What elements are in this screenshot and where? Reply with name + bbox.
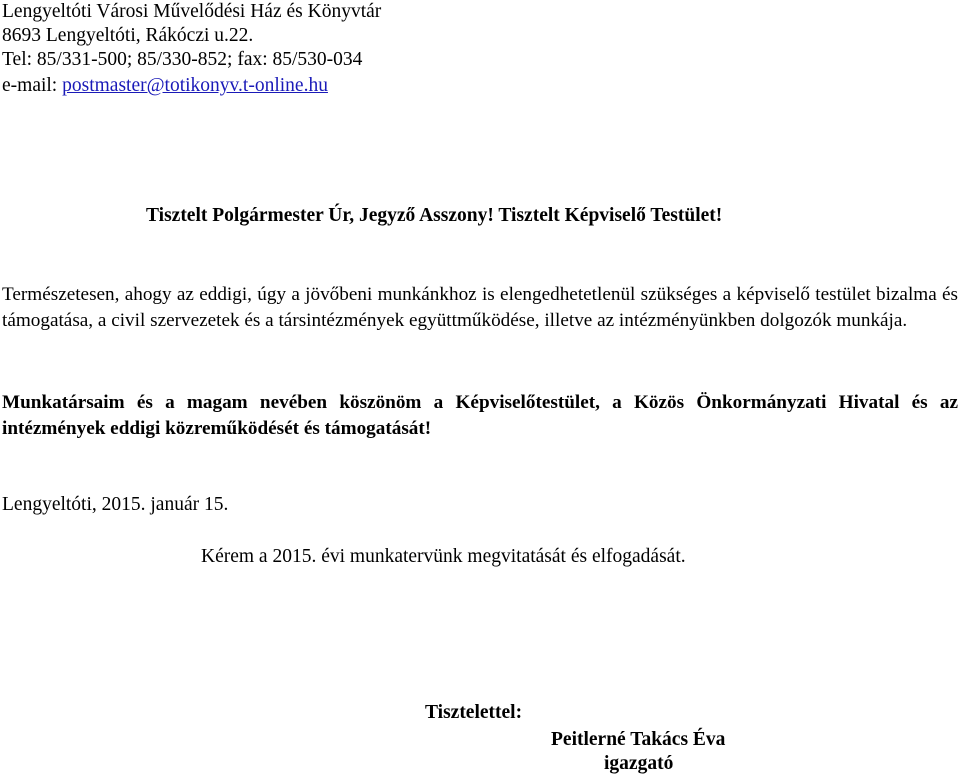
sender-name: Lengyeltóti Városi Művelődési Ház és Könyvtár [2, 1, 382, 22]
sender-phone: Tel: 85/331-500; 85/330-852; fax: 85/530-034 [2, 49, 363, 70]
closing: Tisztelettel: [425, 702, 523, 723]
sender-email-line [2, 74, 328, 98]
signer-name: Peitlerné Takács Éva [551, 729, 726, 750]
place-date: Lengyeltóti, 2015. január 15. [2, 494, 229, 515]
paragraph-1: Természetesen, ahogy az eddigi, úgy a jövőbeni munkánkhoz is elengedhetetlenül szükséges a képviselő testület bizalma és támogatása, a civil szervezetek és a társintézmények együttműködése, illetve az intézményünkben dolgozók munkája. [2, 284, 958, 331]
email-link[interactable]: postmaster@totikonyv.t-online.hu [62, 75, 328, 96]
email-prefix: e-mail: [2, 75, 63, 96]
paragraph-2: Munkatársaim és a magam nevében köszönöm a Képviselőtestület, a Közös Önkormányzati Hivatal és az intézmények eddigi közreműködését és támogatását! [2, 392, 958, 439]
greeting: Tisztelt Polgármester Úr, Jegyző Asszony! Tisztelt Képviselő Testület! [146, 205, 723, 226]
request-line: Kérem a 2015. évi munkatervünk megvitatását és elfogadását. [201, 546, 686, 567]
signer-title: igazgató [604, 753, 674, 774]
sender-address: 8693 Lengyeltóti, Rákóczi u.22. [2, 25, 254, 46]
